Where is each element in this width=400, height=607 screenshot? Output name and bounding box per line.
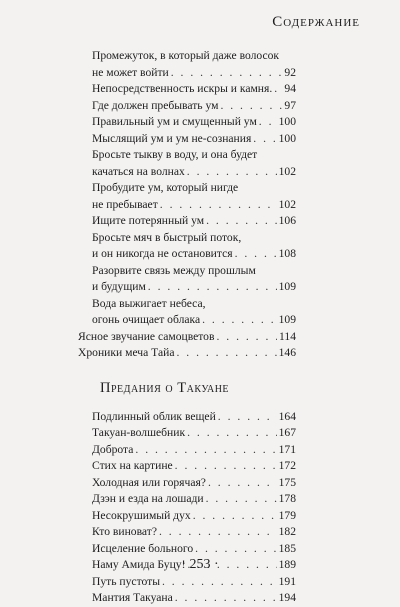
toc-entry-title: и он никогда не остановится xyxy=(92,247,233,260)
toc-entry xyxy=(78,312,296,329)
toc-entry xyxy=(78,524,296,541)
dot-leader xyxy=(171,65,283,82)
toc-entry-title: Ясное звучание самоцветов xyxy=(78,329,215,343)
dot-leader xyxy=(187,425,277,442)
toc-entry xyxy=(78,345,296,362)
toc-entry-title: Ищите потерянный ум xyxy=(92,214,205,227)
dot-leader xyxy=(193,508,277,525)
toc-entry-title: Где должен пребывать ум xyxy=(92,98,219,112)
toc-entry xyxy=(78,475,296,492)
toc-entry-page: 175 xyxy=(278,475,296,489)
toc-entry-title: Путь пустоты xyxy=(92,574,160,588)
toc-entry-title: качаться на волнах xyxy=(92,164,185,178)
dot-leader xyxy=(208,475,277,492)
toc-entry-page: 189 xyxy=(278,558,296,571)
toc-entry xyxy=(78,491,296,508)
toc-entry-page: 92 xyxy=(284,65,296,79)
toc-entry xyxy=(78,131,296,148)
toc-entry xyxy=(78,246,296,263)
dot-leader xyxy=(274,81,282,98)
toc-entry-title-line: Промежуток, в который даже волосок xyxy=(92,49,280,62)
toc-entry-title: Хроники меча Тайа xyxy=(78,346,175,359)
toc-entry-page: 191 xyxy=(278,574,296,588)
toc-entry xyxy=(78,213,296,230)
toc-entry-title-line: Вода выжигает небеса, xyxy=(92,296,206,310)
toc-entry-page: 100 xyxy=(278,131,296,145)
toc-entry-page: 102 xyxy=(278,197,296,211)
toc-entry-page: 146 xyxy=(278,346,296,359)
toc-entry xyxy=(78,98,296,115)
toc-entry-page: 194 xyxy=(278,591,296,604)
toc-entry xyxy=(78,458,296,475)
toc-entry-page: 179 xyxy=(278,508,296,522)
toc-entry-title-line: Пробудите ум, который нигде xyxy=(92,181,239,194)
toc-entry-title: Холодная или горячая? xyxy=(92,475,206,489)
dot-leader xyxy=(195,541,276,558)
toc-entry-title: не пребывает xyxy=(92,197,158,211)
toc-entry xyxy=(78,425,296,442)
toc-entry-title-line: Бросьте мяч в быстрый поток, xyxy=(92,230,242,244)
dot-leader xyxy=(218,409,277,426)
toc-entry-page: 100 xyxy=(278,115,296,128)
toc-entry-page: 114 xyxy=(279,329,296,343)
dot-leader xyxy=(206,491,277,508)
dot-leader xyxy=(175,590,277,607)
toc-entry xyxy=(78,442,296,459)
toc-entry xyxy=(78,574,296,591)
toc-entry-title: Кто виноват? xyxy=(92,525,157,538)
toc-entry xyxy=(78,590,296,607)
toc-part-2 xyxy=(78,409,296,607)
toc-entry-page: 172 xyxy=(278,459,296,472)
toc-part-1 xyxy=(78,48,296,362)
toc-entry-page: 167 xyxy=(278,426,296,439)
toc-entry-title: Мыслящий ум и ум не-сознания xyxy=(92,131,252,145)
toc-entry-page: 178 xyxy=(278,492,296,505)
section-title: Предания о Такуане xyxy=(100,379,230,396)
toc-entry-page: 102 xyxy=(278,164,296,178)
toc-entry xyxy=(78,197,296,214)
running-head: Содержание xyxy=(272,14,360,30)
toc-entry-title: Мантия Такуана xyxy=(92,591,173,604)
toc-entry-title: Подлинный облик вещей xyxy=(92,409,216,423)
dot-leader xyxy=(148,279,277,296)
dot-leader xyxy=(175,458,277,475)
toc-entry-title-line: Разорвите связь между прошлым xyxy=(92,263,256,277)
toc-entry xyxy=(78,114,296,131)
toc-entry-page: 171 xyxy=(278,442,296,456)
dot-leader xyxy=(159,524,277,541)
toc-entry xyxy=(78,65,296,82)
toc-entry-title: Несокрушимый дух xyxy=(92,508,191,522)
dot-leader xyxy=(160,197,277,214)
toc-entry-title: Правильный ум и смущенный ум xyxy=(92,115,257,128)
toc-entry-page: 109 xyxy=(278,280,296,293)
table-of-contents xyxy=(78,48,296,607)
toc-entry-title-line: Бросьте тыкву в воду, и она будет xyxy=(92,148,258,161)
toc-entry-title: Исцеление больного xyxy=(92,541,194,555)
dot-leader xyxy=(206,213,277,230)
toc-entry-page: 109 xyxy=(278,313,296,326)
dot-leader xyxy=(235,246,277,263)
dot-leader xyxy=(135,442,276,459)
toc-entry xyxy=(78,541,296,558)
toc-entry-title: Непосредственность искры и камня. xyxy=(92,82,273,95)
toc-entry-page: 97 xyxy=(284,98,296,112)
toc-entry-title: Наму Амида Буцу! xyxy=(92,558,186,571)
dot-leader xyxy=(216,329,277,346)
toc-entry-title: Доброта xyxy=(92,442,134,456)
toc-entry-page: 182 xyxy=(278,525,296,538)
toc-entry-title: не может войти xyxy=(92,65,169,79)
toc-entry xyxy=(78,279,296,296)
dot-leader xyxy=(259,114,277,131)
page-number: · 253 · xyxy=(181,557,219,572)
toc-entry-title: огонь очищает облака xyxy=(92,313,201,326)
dot-leader xyxy=(176,345,276,362)
dot-leader xyxy=(202,312,277,329)
dot-leader xyxy=(253,131,276,148)
toc-entry xyxy=(78,164,296,181)
toc-entry xyxy=(78,329,296,346)
toc-entry xyxy=(78,81,296,98)
toc-entry-page: 185 xyxy=(278,541,296,555)
toc-entry-page: 94 xyxy=(284,82,296,95)
toc-entry-page: 106 xyxy=(278,214,296,227)
toc-entry-page: 164 xyxy=(278,409,296,423)
dot-leader xyxy=(187,164,277,181)
toc-entry xyxy=(78,409,296,426)
toc-entry-title: Дзэн и езда на лошади xyxy=(92,492,204,505)
toc-entry xyxy=(78,508,296,525)
dot-leader xyxy=(220,98,282,115)
toc-entry-title: Такуан-волшебник xyxy=(92,426,186,439)
toc-entry-page: 108 xyxy=(278,247,296,260)
toc-entry-title: Стих на картине xyxy=(92,459,173,472)
dot-leader xyxy=(162,574,277,591)
toc-entry-title: и будущим xyxy=(92,280,146,293)
